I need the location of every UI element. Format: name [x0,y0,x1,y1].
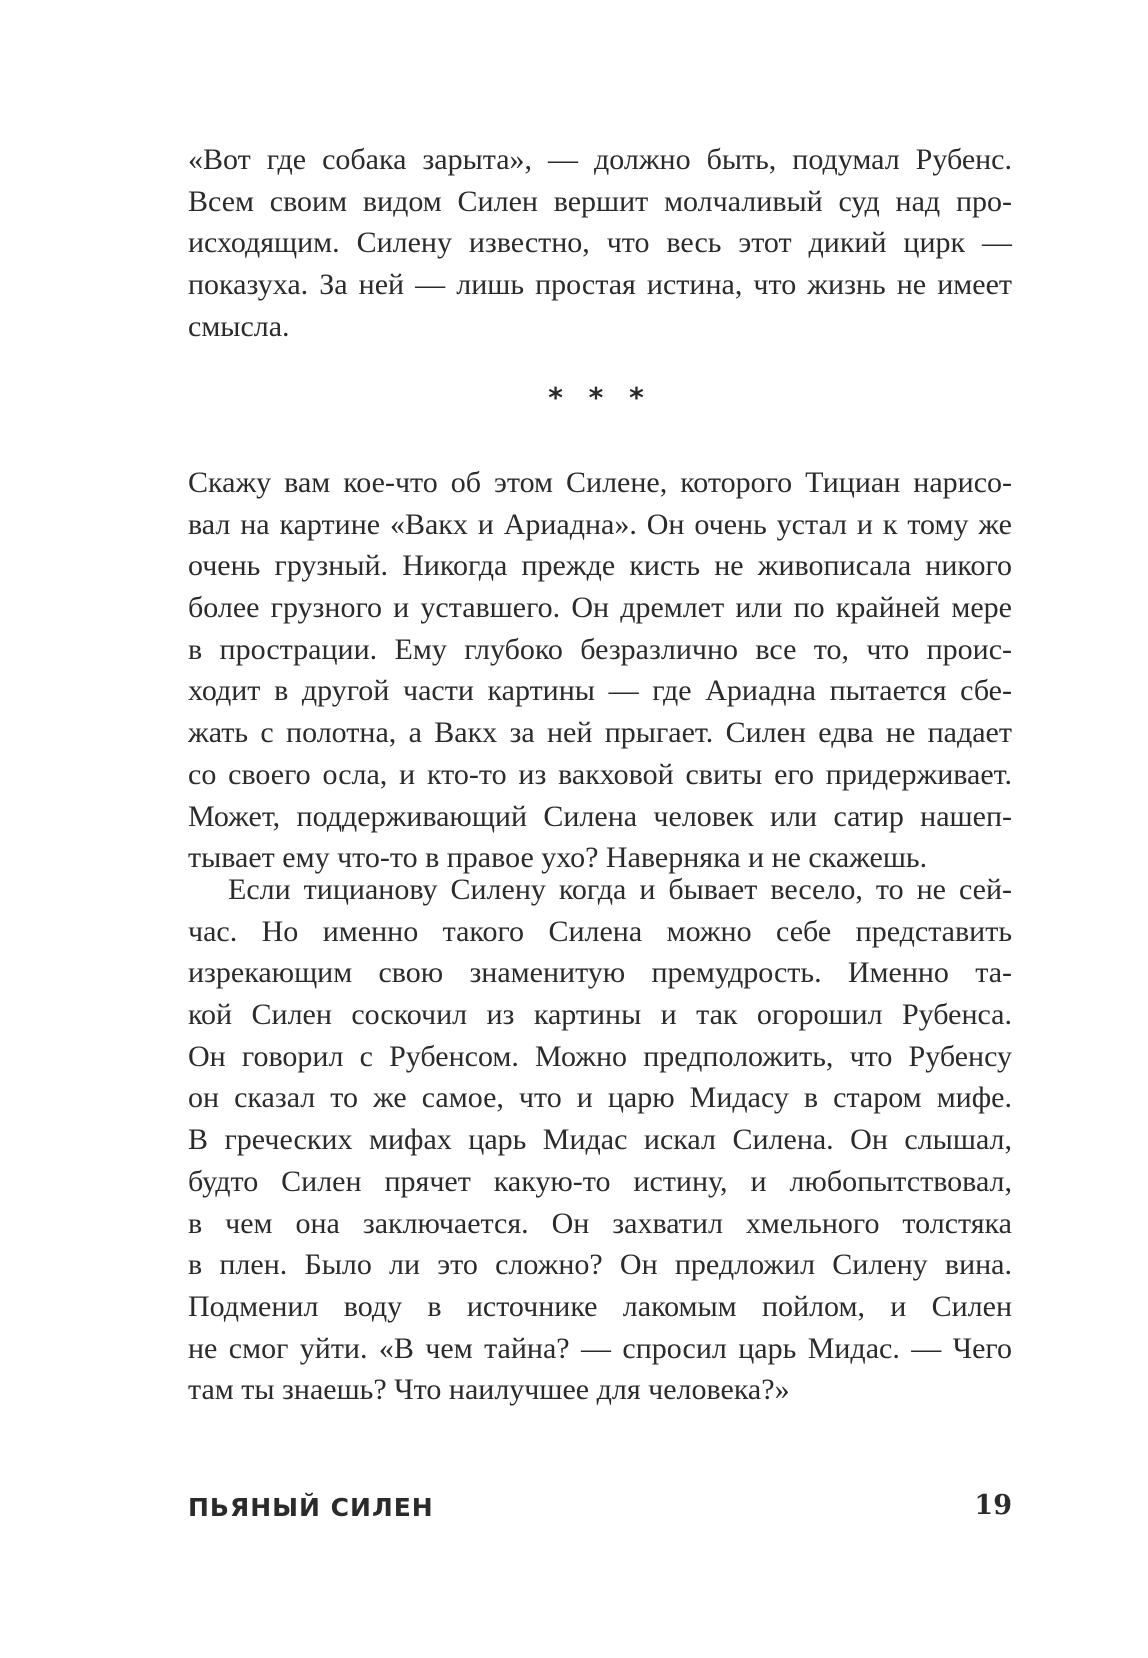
text-line: Может, поддерживающий Силена человек или сатир нашеп- [188,799,1012,833]
text-line: очень грузный. Никогда прежде кисть не живописала никого [188,549,1012,583]
paragraph-3 [188,869,1012,1411]
text-line: будто Силен прячет какую-то истину, и любопытствовал, [188,1164,1012,1198]
text-line: более грузного и уставшего. Он дремлет или по крайней мере [188,591,1012,625]
text-line: показуха. За ней — лишь простая истина, что жизнь не имеет [188,268,1012,302]
running-title: ПЬЯНЫЙ СИЛЕН [188,1493,434,1522]
text-line: не смог уйти. «В чем тайна? — спросил царь Мидас. — Чего [188,1331,1012,1365]
paragraph-1 [188,139,1012,347]
text-line: Всем своим видом Силен вершит молчаливый суд над про- [188,184,1012,218]
page-number: 19 [974,1490,1012,1521]
text-line: «Вот где собака зарыта», — должно быть, подумал Рубенс. [188,143,1012,176]
text-line: Скажу вам кое-что об этом Силене, которого Тициан нарисо- [188,466,1012,499]
text-line: кой Силен соскочил из картины и так огорошил Рубенса. [188,998,1012,1032]
text-line: Подменил воду в источнике лакомым пойлом, и Силен [188,1289,1012,1323]
text-line: со своего осла, и кто-то из вакховой свиты его придерживает. [188,757,1012,791]
text-line: он сказал то же самое, что и царю Мидасу в старом мифе. [188,1081,1012,1115]
text-line: смысла. [188,309,290,343]
section-separator: * * * [548,381,652,414]
paragraph-2 [188,462,1012,879]
text-line: Он говорил с Рубенсом. Можно предположить, что Рубенсу [188,1039,1012,1073]
text-line: там ты знаешь? Что наилучшее для человека?» [188,1373,790,1407]
text-line: в плен. Было ли это сложно? Он предложил Силену вина. [188,1248,1012,1282]
text-line: вал на картине «Вакх и Ариадна». Он очень устал и к тому же [188,507,1012,541]
text-line: В греческих мифах царь Мидас искал Силена. Он слышал, [188,1123,1012,1157]
text-line: час. Но именно такого Силена можно себе представить [188,914,1012,948]
text-line: изрекающим свою знаменитую премудрость. Именно та- [188,956,1012,990]
text-line: Если тицианову Силену когда и бывает весело, то не сей- [228,873,1012,906]
text-line: жать с полотна, а Вакх за ней прыгает. Силен едва не падает [188,716,1012,750]
text-line: тывает ему что-то в правое ухо? Наверняка и не скажешь. [188,841,928,875]
text-line: в прострации. Ему глубоко безразлично все то, что проис- [188,632,1012,666]
text-line: исходящим. Силену известно, что весь этот дикий цирк — [188,226,1012,260]
text-line: в чем она заключается. Он захватил хмельного толстяка [188,1206,1012,1240]
text-line: ходит в другой части картины — где Ариадна пытается сбе- [188,674,1012,708]
